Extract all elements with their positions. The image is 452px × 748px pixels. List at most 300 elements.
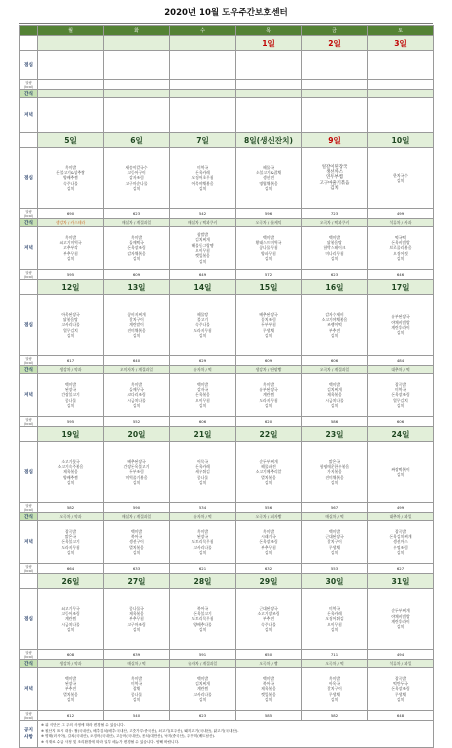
kcal-label-text: 열량 xyxy=(25,210,32,214)
dish-item: 김치 xyxy=(66,255,75,261)
dish-item: 유부된장국 xyxy=(391,314,410,320)
snack-cell: 대추차 / 과일 xyxy=(368,513,434,521)
dish-item: 콩나물 xyxy=(64,397,76,403)
lunch-row xyxy=(20,148,434,209)
date-cell: 29일 xyxy=(236,574,302,589)
lunch-cell xyxy=(236,148,302,209)
kcal-unit-text: (kcal) xyxy=(23,655,34,659)
dish-item: 김치 xyxy=(264,332,273,338)
dish-item: 흑미밥 xyxy=(328,675,340,681)
dish-item: 잡곡밥 xyxy=(394,381,406,387)
dish-item: 미역국 xyxy=(130,681,142,687)
dish-item: 찹쌀밥 xyxy=(196,232,208,238)
date-row xyxy=(20,280,434,295)
dish-item: 부추전 xyxy=(64,686,76,692)
date-cell: 9일 xyxy=(302,133,368,148)
snack-row xyxy=(20,219,434,227)
dish-item: 맑은국 xyxy=(328,458,340,464)
snack-cell xyxy=(302,90,368,98)
kcal-cell: 723 xyxy=(302,209,368,219)
dish-item: 갈치구이 xyxy=(327,539,342,545)
dish-item: 소고기뭇국 xyxy=(61,458,80,464)
dish-item: 두부부침 xyxy=(261,322,276,328)
snack-cell: 생강차 / 약과 xyxy=(38,366,104,374)
dinner-cell xyxy=(104,668,170,711)
dish-item: 제육볶음 xyxy=(261,686,276,692)
menu-page xyxy=(19,0,433,744)
dish-item: 오이무침 xyxy=(327,621,342,627)
lunch-cell xyxy=(302,295,368,356)
dish-item: 시금치나물 xyxy=(325,397,344,403)
kcal-row xyxy=(20,650,434,660)
snack-cell: 매실차 / 떡 xyxy=(104,660,170,668)
kcal-unit-text: (kcal) xyxy=(23,716,34,720)
dinner-kcal-cell: 646 xyxy=(368,270,434,280)
dish-item: 어묵야채볶음 xyxy=(191,180,214,186)
lunch-cell xyxy=(38,148,104,209)
dinner-kcal-label xyxy=(20,270,38,280)
dish-item: 북어국 xyxy=(196,605,208,611)
kcal-cell: 640 xyxy=(104,356,170,366)
dish-item: 김치 xyxy=(396,624,405,630)
dinner-row xyxy=(20,668,434,711)
dinner-cell xyxy=(368,668,434,711)
dinner-kcal-cell: 595 xyxy=(38,270,104,280)
snack-cell xyxy=(170,90,236,98)
dish-item: 두부조림 xyxy=(129,469,144,475)
snack-cell: 대추차 / 떡 xyxy=(368,366,434,374)
dish-item: 김치 xyxy=(132,185,141,191)
dinner-cell xyxy=(368,521,434,564)
kcal-label-text: 열량 xyxy=(25,81,32,85)
dish-item: 콩비지찌개 xyxy=(127,311,146,317)
dinner-kcal-cell: 623 xyxy=(302,270,368,280)
lunch-cell xyxy=(38,589,104,650)
dish-item: 짜장떡볶이 xyxy=(391,466,410,472)
dish-item: 김치 xyxy=(198,332,207,338)
dish-item: 열무김치 xyxy=(63,327,78,333)
date-cell: 16일 xyxy=(302,280,368,295)
dish-item: 부추전 xyxy=(328,327,340,333)
lunch-row xyxy=(20,442,434,503)
snack-row xyxy=(20,90,434,98)
dish-item: 소불고기&잡채 xyxy=(256,170,281,176)
date-cell: 17일 xyxy=(368,280,434,295)
lunch-cell xyxy=(302,51,368,80)
dish-item: 조랭이떡 xyxy=(327,322,342,328)
dish-item: 백미밥 xyxy=(328,528,340,534)
dish-item: 돈육장조림 xyxy=(391,392,410,398)
dish-item: 백미밥 xyxy=(262,234,274,240)
dish-item: 우엉조림 xyxy=(393,544,408,550)
kcal-label-text: 열량 xyxy=(25,651,32,655)
snack-label: 간식 xyxy=(20,660,38,668)
dish-item: 잡곡밥 xyxy=(64,528,76,534)
dish-item: 김치찌개 xyxy=(195,237,210,243)
kcal-cell: 596 xyxy=(236,209,302,219)
dish-item: 숙주나물 xyxy=(63,180,78,186)
dish-item: 계란찜 xyxy=(262,392,274,398)
date-cell: 6일 xyxy=(104,133,170,148)
dish-item: 김치찌개 xyxy=(195,681,210,687)
dish-item: 오징어젓 xyxy=(393,250,408,256)
lunch-label: 점심 xyxy=(20,295,38,356)
dinner-cell xyxy=(236,521,302,564)
dish-item: 흑미밥 xyxy=(196,528,208,534)
dish-item: 들깨무국 xyxy=(129,387,144,393)
snack-cell: 오곡차 / 떡 xyxy=(302,660,368,668)
snack-cell: 매실차 / 계절과일 xyxy=(104,219,170,227)
title-divider xyxy=(19,23,433,24)
dish-item: 떡만두국 xyxy=(393,681,408,687)
dinner-kcal-cell: 553 xyxy=(302,564,368,574)
dish-item: 북어국 xyxy=(262,681,274,687)
snack-label: 간식 xyxy=(20,90,38,98)
dinner-kcal-cell: 552 xyxy=(104,417,170,427)
dish-item: 명엽채볶음 xyxy=(259,180,278,186)
dish-item: 김치 xyxy=(264,402,273,408)
dish-item: 쇠고기무국 xyxy=(61,605,80,611)
dish-item: 돈육김치찌개 xyxy=(389,534,412,540)
dish-item: 돈육카레 xyxy=(195,170,210,176)
snack-cell: 오곡차 / 빵 xyxy=(236,660,302,668)
dish-item: 시금치나물 xyxy=(61,621,80,627)
dinner-cell xyxy=(302,374,368,417)
kcal-cell xyxy=(368,80,434,90)
dish-item: 도라지무침 xyxy=(193,327,212,333)
dinner-kcal-cell: 649 xyxy=(170,270,236,280)
dish-item: 돈육비빔밥 xyxy=(391,240,410,246)
kcal-unit-text: (kcal) xyxy=(23,361,34,365)
dinner-kcal-cell: 609 xyxy=(104,270,170,280)
dish-item: 감자조림 xyxy=(129,175,144,181)
dinner-row xyxy=(20,521,434,564)
dish-item: 김치 xyxy=(132,402,141,408)
kcal-cell xyxy=(104,80,170,90)
dinner-cell xyxy=(170,227,236,270)
dish-item: 소고기메추리알 xyxy=(255,469,282,475)
date-row-label xyxy=(20,133,38,148)
lunch-cell xyxy=(104,442,170,503)
kcal-cell: 608 xyxy=(38,650,104,660)
dish-item: 김치 xyxy=(66,626,75,632)
dish-item: 제육볶음 xyxy=(327,392,342,398)
dish-item: 된장국 xyxy=(64,387,76,393)
dish-item: 제육볶음 xyxy=(129,611,144,617)
dish-item: 근대된장국 xyxy=(325,534,344,540)
date-cell: 7일 xyxy=(170,133,236,148)
dish-item: 흑미밥 xyxy=(262,381,274,387)
dish-item: 해물국 xyxy=(262,164,274,170)
kcal-cell: 609 xyxy=(236,356,302,366)
dish-item: 오징어튀김 xyxy=(325,616,344,622)
dish-item: 도라지무침 xyxy=(259,397,278,403)
dish-item: 김치 xyxy=(330,626,339,632)
dish-item: 양파무침 xyxy=(261,250,276,256)
kcal-cell: 499 xyxy=(368,209,434,219)
dish-item: 미역국 xyxy=(328,605,340,611)
dish-item: 갈치구이 xyxy=(129,317,144,323)
dish-item: 미역국 xyxy=(394,387,406,393)
lunch-cell xyxy=(170,589,236,650)
dinner-cell xyxy=(170,521,236,564)
dish-item: 오이무침 xyxy=(195,397,210,403)
dinner-kcal-cell: 620 xyxy=(236,417,302,427)
dish-item: 김치 xyxy=(264,479,273,485)
lunch-label: 점심 xyxy=(20,51,38,80)
dish-item: 김치 xyxy=(132,696,141,702)
lunch-cell xyxy=(38,51,104,80)
date-cell: 24일 xyxy=(368,427,434,442)
dish-item: 해물동그랑땡 xyxy=(191,242,214,248)
day-header-월: 월 xyxy=(38,26,104,36)
dinner-kcal-label xyxy=(20,564,38,574)
dish-item: 열무김치 xyxy=(393,397,408,403)
dish-item: 해물탕 xyxy=(196,311,208,317)
dish-item: 순두부찌개 xyxy=(259,458,278,464)
dish-item: 숙주나물 xyxy=(195,322,210,328)
snack-cell: 유자차 / 떡 xyxy=(170,366,236,374)
dinner-kcal-row xyxy=(20,564,434,574)
dish-item: 미나리무침 xyxy=(325,250,344,256)
lunch-row xyxy=(20,295,434,356)
snack-cell xyxy=(368,90,434,98)
date-cell: 28일 xyxy=(170,574,236,589)
dish-item: 김치 xyxy=(66,479,75,485)
snack-label: 간식 xyxy=(20,219,38,227)
dish-item: 김치 xyxy=(396,472,405,477)
dish-item: 새송이칼국수 xyxy=(125,164,148,170)
dish-item: 양배추나물 xyxy=(193,621,212,627)
dish-item: 백미밥 xyxy=(64,675,76,681)
lunch-cell xyxy=(170,295,236,356)
date-cell: 12일 xyxy=(38,280,104,295)
dish-item: 김치 xyxy=(132,479,141,485)
dinner-cell xyxy=(170,374,236,417)
dish-item: 김치 xyxy=(264,549,273,555)
kcal-cell: 623 xyxy=(104,209,170,219)
dish-item: 생선전 xyxy=(262,175,274,181)
dinner-cell xyxy=(302,521,368,564)
dish-item: 김치 xyxy=(396,330,405,336)
dinner-cell xyxy=(38,98,104,133)
dish-item: 김치 xyxy=(330,696,339,702)
dish-item: 김치 xyxy=(66,402,75,408)
lunch-cell xyxy=(170,51,236,80)
dinner-cell xyxy=(38,374,104,417)
lunch-cell xyxy=(104,589,170,650)
lunch-cell xyxy=(368,442,434,503)
snack-row xyxy=(20,513,434,521)
dinner-cell xyxy=(170,98,236,133)
lunch-cell xyxy=(170,148,236,209)
snack-cell: 생강차 / 단팥빵 xyxy=(236,366,302,374)
dish-item: 제육볶음 xyxy=(63,469,78,475)
snack-cell: 유자차 / 계절과일 xyxy=(170,660,236,668)
dinner-label: 저녁 xyxy=(20,98,38,133)
lunch-label: 점심 xyxy=(20,589,38,650)
notes-label-text: 사항 xyxy=(24,735,33,741)
dish-item: 브로콜리볶음 xyxy=(389,245,412,251)
dinner-label: 저녁 xyxy=(20,374,38,417)
dinner-cell xyxy=(368,98,434,133)
dish-item: 감자국 xyxy=(196,387,208,393)
date-cell: 15일 xyxy=(236,280,302,295)
dish-item: 흑미밥 xyxy=(130,234,142,240)
dish-item: 미역국 xyxy=(196,164,208,170)
dish-item: 잡채 xyxy=(132,686,141,692)
snack-cell: 생강차 / 약과 xyxy=(38,660,104,668)
dish-item: 김치 xyxy=(264,626,273,632)
lunch-cell xyxy=(236,295,302,356)
header-corner-cell xyxy=(20,26,38,36)
dish-item: 김치 xyxy=(264,255,273,261)
notice-line: ※ 원산지 표시 대상: 쌀(국내산), 배추김치(배추:국내산, 고춧가루:중국산), 쇠고기(호주산), 돼지고기(국내산), 닭고기(국내산). xyxy=(41,728,239,733)
lunch-label: 점심 xyxy=(20,442,38,503)
dish-item: 돈육장조림 xyxy=(127,245,146,251)
kcal-cell: 617 xyxy=(38,356,104,366)
lunch-cell xyxy=(368,589,434,650)
kcal-label xyxy=(20,650,38,660)
dish-item: 야채비빔밥 xyxy=(391,319,410,325)
dish-item: 한치국수 xyxy=(393,172,408,178)
dish-item: 콩나물국 xyxy=(129,605,144,611)
dish-item: 아욱국 xyxy=(328,681,340,687)
dish-item: 양배추찜 xyxy=(63,175,78,181)
dish-item: 깻잎볶음 xyxy=(195,253,210,259)
dish-item: 고등어구이 xyxy=(127,170,146,176)
date-row xyxy=(20,427,434,442)
dish-item: 김치 xyxy=(264,185,273,191)
dish-item: 콩나물무침 xyxy=(259,245,278,251)
kcal-unit-text: (kcal) xyxy=(23,508,34,512)
dish-item: 간장불고기 xyxy=(61,392,80,398)
kcal-unit-text: (kcal) xyxy=(23,569,34,573)
dish-item: 돈육불고기 xyxy=(61,539,80,545)
dish-item: 고등어조림 xyxy=(61,611,80,617)
dish-item: 흑미밥 xyxy=(64,164,76,170)
dish-item: 김치 xyxy=(132,255,141,261)
snack-cell: 오곡차 / 떡과쿠키 xyxy=(302,219,368,227)
kcal-cell: 484 xyxy=(368,356,434,366)
dish-item: 부추무침 xyxy=(261,544,276,550)
dish-item: 계란후라이 xyxy=(391,619,410,624)
snack-row xyxy=(20,366,434,374)
kcal-row xyxy=(20,503,434,513)
kcal-cell: 650 xyxy=(236,650,302,660)
kcal-cell xyxy=(38,80,104,90)
lunch-cell xyxy=(104,51,170,80)
dish-item: 백미밥 xyxy=(64,381,76,387)
snack-cell: 오미자차 / 계절과일 xyxy=(104,366,170,374)
dinner-kcal-cell: 595 xyxy=(38,417,104,427)
dinner-kcal-cell: 582 xyxy=(302,711,368,721)
snack-cell: 매실차 / 떡과쿠키 xyxy=(170,219,236,227)
dish-item: 진미채볶음 xyxy=(325,474,344,480)
kcal-label-text: 열량 xyxy=(25,565,32,569)
dish-item: 꽁치조림 xyxy=(261,317,276,323)
kcal-cell: 494 xyxy=(368,650,434,660)
dish-item: 김치 xyxy=(132,332,141,338)
dish-item: 흑미밥 xyxy=(262,528,274,534)
dish-item: 김치 xyxy=(330,479,339,485)
lunch-cell xyxy=(104,148,170,209)
dish-item: 돌깨떡국 xyxy=(129,240,144,246)
dish-item: 백미밥 xyxy=(328,234,340,240)
notes-label-text: 공지 xyxy=(24,728,33,734)
dish-item: 해물파전 xyxy=(261,464,276,470)
date-cell: 14일 xyxy=(170,280,236,295)
dish-item: 김치 xyxy=(132,626,141,632)
dish-item: 멸치볶음 xyxy=(261,474,276,480)
dish-item: 잡곡밥 xyxy=(394,528,406,534)
dish-item: 멸치볶음 xyxy=(129,544,144,550)
dish-item: 어묵국 xyxy=(196,458,208,464)
dish-item: 아욱된장국 xyxy=(61,311,80,317)
kcal-label-text: 열량 xyxy=(25,418,32,422)
dish-item: 김치 xyxy=(66,549,75,555)
dish-item: 간장돈육불고기 xyxy=(123,464,150,470)
date-cell: 2일 xyxy=(302,36,368,51)
lunch-cell xyxy=(302,148,368,209)
dinner-cell xyxy=(236,98,302,133)
dish-item: 진미채볶음 xyxy=(127,327,146,333)
kcal-label-text: 열량 xyxy=(25,357,32,361)
dinner-kcal-cell: 572 xyxy=(236,270,302,280)
dish-item: 불고기 xyxy=(196,317,208,323)
dish-item: 돈육장조림 xyxy=(391,686,410,692)
kcal-cell: 639 xyxy=(104,650,170,660)
snack-cell: 매실차 / 계절과일 xyxy=(104,513,170,521)
date-cell: 27일 xyxy=(104,574,170,589)
snack-cell xyxy=(38,90,104,98)
dish-item: 무생채 xyxy=(328,691,340,697)
notes-row xyxy=(20,721,434,748)
dinner-kcal-cell: 540 xyxy=(104,711,170,721)
date-cell: 19일 xyxy=(38,427,104,442)
page-title: 2020년 10월 도우주간보호센터 xyxy=(164,8,288,18)
dish-item: 김치 xyxy=(396,255,405,261)
dinner-kcal-cell: 606 xyxy=(170,417,236,427)
dish-item: 부추무침 xyxy=(63,250,78,256)
date-cell: 26일 xyxy=(38,574,104,589)
dish-item: 백미밥 xyxy=(196,675,208,681)
dinner-kcal-cell: 612 xyxy=(38,711,104,721)
dish-item: 부추무침 xyxy=(129,616,144,622)
dish-item: 소고기숙주볶음 xyxy=(57,464,84,470)
dish-item: 미역줄기볶음 xyxy=(125,474,148,480)
date-cell: 23일 xyxy=(302,427,368,442)
kcal-cell: 591 xyxy=(170,650,236,660)
kcal-cell: 582 xyxy=(38,503,104,513)
lunch-cell xyxy=(236,51,302,80)
dish-item: 흑미밥 xyxy=(64,234,76,240)
dish-item: 김치 xyxy=(198,402,207,408)
date-row-label xyxy=(20,36,38,51)
dish-item: 김치 xyxy=(396,402,405,408)
kcal-cell: 606 xyxy=(302,356,368,366)
dish-item: 갈치구이 xyxy=(327,686,342,692)
kcal-label xyxy=(20,356,38,366)
notes-cell xyxy=(38,721,434,748)
date-cell xyxy=(104,36,170,51)
date-cell: 13일 xyxy=(104,280,170,295)
kcal-label xyxy=(20,80,38,90)
dinner-cell xyxy=(104,227,170,270)
date-cell: 10일 xyxy=(368,133,434,148)
dish-item: 김치 xyxy=(330,255,339,261)
dish-item: 김치 xyxy=(198,258,207,264)
